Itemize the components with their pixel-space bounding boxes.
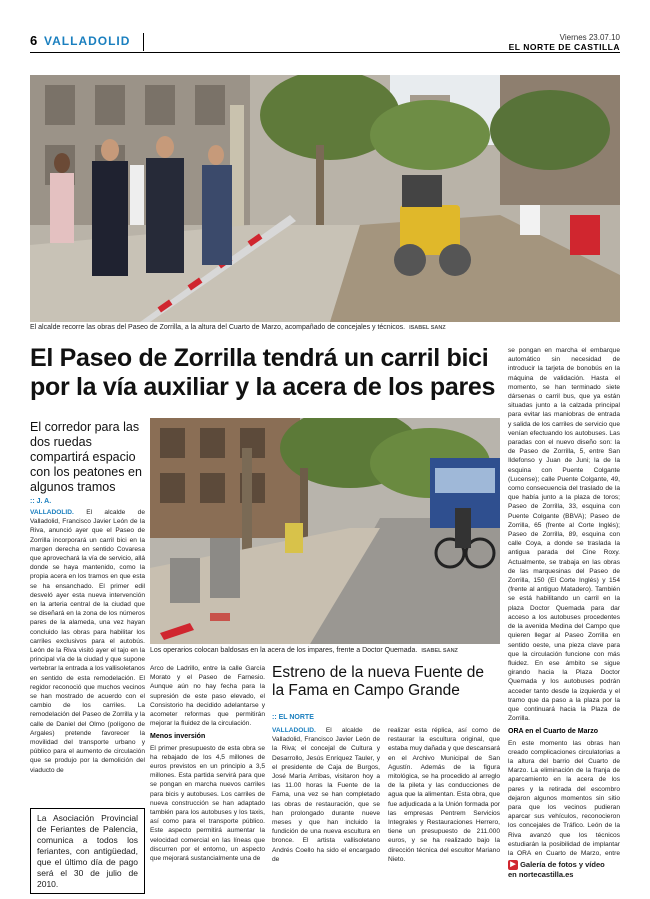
issue-date: Viernes 23.07.10 bbox=[559, 33, 620, 42]
article-col3-text: se pongan en marcha el embarque automático sin necesidad de introducir la tarjeta de bonobús en la máquina de validación. Hasta el momento, se han terminado siete dársenas o carril bus, que ya están situadas junto a la calzada principal para evitar las maniobras de entrada y salida de los carriles de servicio que venían efectuando los autobuses. Las paradas con el nuevo diseño son: la de Paseo de Zorrilla, 5, entre San Ildefonso y Juan de Juni; la de la esquina con Puente Colgante (Lucense); calle Puente Colgante, 49, como consecuencia del traslado de la que había junto a la plaza de toros; Paseo de Zorrilla, 33, esquina con Puente Colgante (BBVA); Paseo de Zorrilla, 65 (frente al Corte Inglés); Paseo de Zorrilla, 89, esquina con calle Coya, a donde se traslada la antigua parada del Cine Roxy. Actualmente, se trabaja en las obras de las marquesinas del Paseo de Zorrilla, 150 (El Corte Inglés) y 154 (frente al antiguo Matadero). También se está habilitando un carril en la plaza Doctor Quemada para dar acceso a los autobuses procedentes de la avenida Medina del Campo que quieren llegar al Paseo Zorrilla en sentido oeste, una pieza clave para que la circulación funcione con más fluidez. En ese ámbito se sigue girando hacia la Plaza Doctor Quemada y los autobuses podrán acceder tanto desde la izquierda y el tramo que da paso a la plaza por la que continuará hacia la Plaza de Zorrilla. bbox=[508, 347, 620, 723]
byline-author: J. A. bbox=[36, 498, 52, 505]
article-col2-text: Arco de Ladrillo, entre la calle García Morato y el Paseo de Farnesio. Aunque aún no hay fecha para la supresión de este paso elevado, el Consistorio ha decidido adelantarse y acometer reformas que permitirán mejorar la fluidez de la circulación. bbox=[150, 665, 265, 728]
article-byline bbox=[30, 498, 51, 505]
fuente-column-1 bbox=[272, 726, 380, 894]
page-number: 6 bbox=[30, 33, 38, 48]
article-col2-text-b: El primer presupuesto de esta obra se ha rebajado de los 4,5 millones de euros previstos en un principio a 3,5 millones. Esta partida servirá para que se pongan en marcha nuevos carriles para bicis y autobuses. Los carriles de nueva construcción se han adaptado también para los autobuses y los taxis, así como para el transporte público. Este aspecto permitirá aumentar la velocidad comercial en las líneas que discurren por el entorno, un aspecto que mejorará sustancialmente una de bbox=[150, 744, 265, 863]
main-photo bbox=[30, 75, 620, 322]
fuente-byline-marker: :: bbox=[272, 714, 279, 721]
section-divider bbox=[143, 33, 144, 51]
fuente-title: Estreno de la nueva Fuente de la Fama en Campo Grande bbox=[272, 664, 484, 699]
article-dateline: VALLADOLID. bbox=[30, 509, 74, 516]
fuente-dateline: VALLADOLID. bbox=[272, 727, 316, 734]
gallery-arrow-icon: ▶ bbox=[508, 860, 518, 870]
second-photo-credit: ISABEL SANZ bbox=[421, 648, 458, 654]
page-header bbox=[30, 33, 620, 53]
main-photo-caption bbox=[30, 324, 620, 331]
article-col1-text: El alcalde de Valladolid, Francisco Javier León de la Riva, anunció ayer que el Paseo de Zorrilla incorporará un carril bici en la margen derecha en sentido Covaresa que aprovechará la vía de servicio, allá donde se haya mantenido, como la propia acera en los tramos en que esta se ha ensanchado. El primer edil desveló ayer esta nueva intervención en la arteria central de la ciudad que se diseñará en la zona de los números pares de la alameda, una vez hayan concluido las obras para habilitar los carriles exclusivos para el autobús. León de la Riva visitó ayer el tajo en la principal vía de la ciudad y que supone vertebrar la entrada a los vallisoletanos en sentido de esta remodelación. El regidor reconoció que muchos vecinos se han mostrado de acuerdo con el cambio de los carriles. La remodelación del Paseo de Zorrilla y la calle de Daniel del Olmo (polígono de Argales) pretende favorecer la movilidad del transporte urbano y público para el aumento de circulación que se produjo por la demolición del viaducto de bbox=[30, 509, 145, 774]
second-photo-caption bbox=[150, 647, 500, 654]
gallery-link[interactable] bbox=[508, 860, 620, 880]
fuente-box bbox=[272, 664, 500, 894]
section-name: VALLADOLID bbox=[44, 34, 131, 48]
second-photo-caption-text: Los operarios colocan baldosas en la acera de los impares, frente a Doctor Quemada. bbox=[150, 647, 418, 654]
gallery-link-line1: Galería de fotos y vídeo bbox=[520, 860, 605, 869]
fuente-byline-author: EL NORTE bbox=[278, 714, 314, 721]
feriantes-notice-box bbox=[30, 808, 145, 894]
main-photo-caption-text: El alcalde recorre las obras del Paseo de Zorrilla, a la altura del Cuarto de Marzo, acompañado de concejales y técnicos. bbox=[30, 324, 406, 331]
main-photo-credit: ISABEL SANZ bbox=[409, 325, 446, 331]
feriantes-notice-text: La Asociación Provincial de Feriantes de Palencia, comunica a todos los feriantes, con antigüedad, que el último día de pago será el 30 de julio de 2010. bbox=[37, 813, 138, 889]
article-subhead: El corredor para las dos ruedas compartirá espacio con los peatones en algunos tramos bbox=[30, 420, 142, 494]
newspaper-name: EL NORTE DE CASTILLA bbox=[508, 42, 620, 52]
fuente-col2-text: realizar esta réplica, así como de restaurar la escultura original, que estaba muy dañada y que descansará en el Archivo Municipal de San Agustín. Además de la figura mitológica, se ha procedido al arreglo de la pileta y las conducciones de agua que la alimentan. Esta obra, que fue adjudicada a la Unión formada por las empresas Pentrem Servicios Integrales y Restauraciones Herrero, tiene un presupuesto de 211.000 euros, y se ha realizado bajo la dirección técnica del escultor Mariano Nieto. bbox=[388, 727, 500, 863]
byline-marker: :: bbox=[30, 498, 37, 505]
ora-heading: ORA en el Cuarto de Marzo bbox=[508, 728, 598, 736]
second-photo bbox=[150, 418, 500, 644]
menos-inversion-heading: Menos inversión bbox=[150, 733, 206, 741]
fuente-column-2 bbox=[388, 726, 500, 894]
fuente-byline bbox=[272, 714, 500, 721]
article-headline: El Paseo de Zorrilla tendrá un carril bici por la vía auxiliar y la acera de los pares bbox=[30, 344, 496, 401]
article-column-1 bbox=[30, 508, 145, 808]
second-photo-illustration bbox=[150, 418, 500, 644]
article-column-3 bbox=[508, 346, 620, 856]
article-col3-text-b: En este momento las obras han creado complicaciones circulatorias a la altura del barrio del Cuarto de Marzo. La eliminación de la franja de aparcamiento en la acera de los pares y la retirada del escombro dejaron algunos momentos sin sitio para que los vecinos pudieran aparcar sus vehículos, reconocieron los concejales de Tráfico. León de la Riva avanzó que los técnicos estudiarán la posibilidad de implantar la ORA en Cuarto de Marzo, entre bbox=[508, 739, 620, 856]
main-photo-illustration bbox=[30, 75, 620, 322]
gallery-link-line2: en nortecastilla.es bbox=[508, 870, 574, 880]
article-column-2 bbox=[150, 664, 265, 894]
fuente-col1-text: El alcalde de Valladolid, Francisco Javier León de la Riva; el concejal de Cultura y Desarrollo, Jesús Enríquez Tauler, y el presidente de Caja de Burgos, José María Arribas, visitaron hoy a las 11.00 horas la Fuente de la Fama, una vez se han completado las obras de restauración, que se han prolongado durante nueve meses y que han incluido la fundición de una nueva escultura en bronce. El artista vallisoletano Andrés Coello ha sido el encargado de bbox=[272, 727, 380, 863]
